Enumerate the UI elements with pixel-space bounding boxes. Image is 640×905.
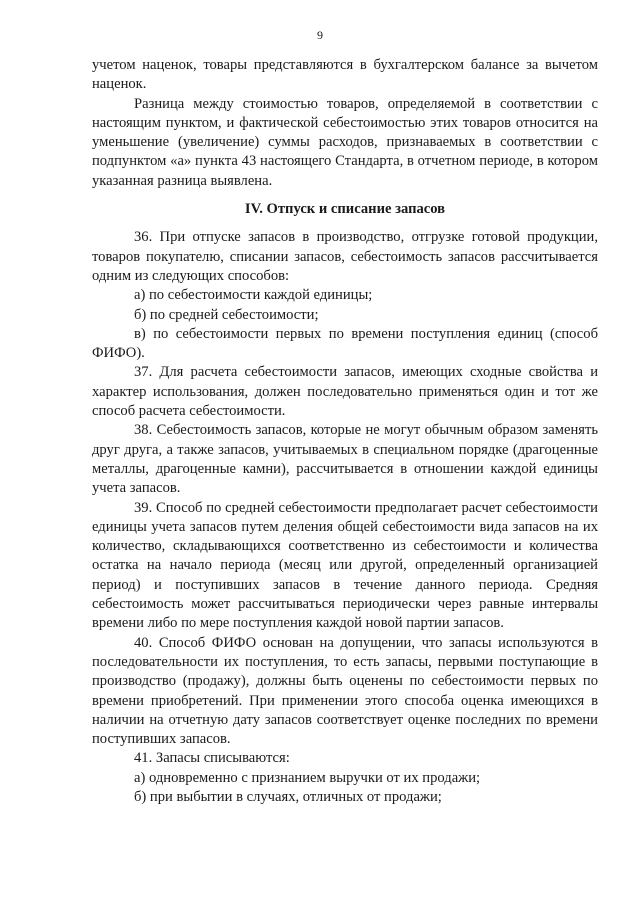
paragraph-37: 37. Для расчета себестоимости запасов, имеющих сходные свойства и характер использования, должен последовательно применяться один и тот же способ расчета себестоимости. xyxy=(92,364,598,420)
list-item-41-b: б) при выбытии в случаях, отличных от продажи; xyxy=(134,788,442,805)
paragraph-38: 38. Себестоимость запасов, которые не могут обычным образом заменять друг друга, а также запасов, учитываемых в специальном порядке (драгоценные металлы, драгоценные камни), рассчитывается в отношении каждой единицы учета запасов. xyxy=(92,422,598,497)
paragraph-price-difference: Разница между стоимостью товаров, определяемой в соответствии с настоящим пунктом, и фактической себестоимостью этих товаров относится на уменьшение (увеличение) суммы расходов, признаваемых в соответствии с подпунктом «а» пункта 43 настоящего Стандарта, в отчетном периоде, в котором указанная разница выявлена. xyxy=(92,95,598,189)
section-heading: IV. Отпуск и списание запасов xyxy=(244,201,446,218)
paragraph-39: 39. Способ по средней себестоимости предполагает расчет себестоимости единицы учета запасов путем деления общей себестоимости вида запасов на их количество, складывающихся соответственно из себестоимости и количества остатка на начало периода (месяц или другой, определенный организацией период) и поступивших запасов в течение данного периода. Средняя себестоимость может рассчитываться периодически через равные интервалы времени либо по мере поступления каждой новой партии запасов. xyxy=(92,499,598,632)
paragraph-41: 41. Запасы списываются: xyxy=(134,750,290,767)
paragraph-36: 36. При отпуске запасов в производство, отгрузке готовой продукции, товаров покупателю, списании запасов, себестоимость запасов рассчитывается одним из следующих способов: xyxy=(92,229,598,284)
list-item-36-a: а) по себестоимости каждой единицы; xyxy=(134,287,373,304)
list-item-36-b: б) по средней себестоимости; xyxy=(134,306,319,323)
list-item-41-a: а) одновременно с признанием выручки от их продажи; xyxy=(134,769,481,786)
paragraph-40: 40. Способ ФИФО основан на допущении, что запасы используются в последовательности их поступления, то есть запасы, первыми поступающие в производство (продажу), должны быть оценены по себестоимости первых по времени приобретений. При применении этого способа оценка имеющихся в наличии на отчетную дату запасов соответствует оценке последних по времени поступивших запасов. xyxy=(92,634,598,748)
list-item-36-c: в) по себестоимости первых по времени поступления единиц (способ ФИФО). xyxy=(92,325,598,362)
page-number: 9 xyxy=(317,28,323,42)
page-body xyxy=(92,56,598,807)
paragraph-continuation: учетом наценок, товары представляются в бухгалтерском балансе за вычетом наценок. xyxy=(92,57,598,93)
